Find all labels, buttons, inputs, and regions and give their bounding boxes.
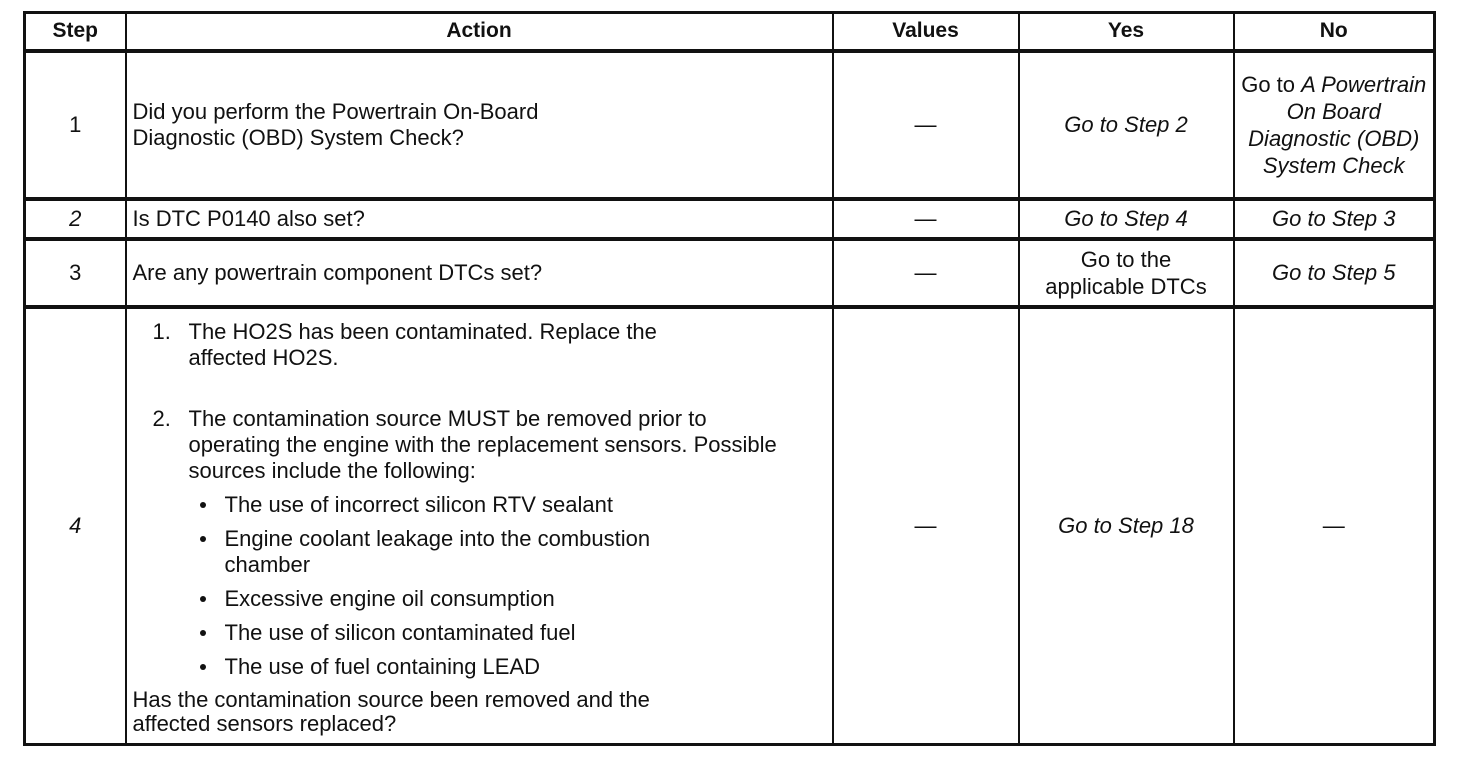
yes-cell xyxy=(1019,239,1234,307)
step-number: 2 xyxy=(25,199,126,239)
no-prefix: Go to xyxy=(1241,71,1302,97)
action-question: Did you perform the Powertrain On-Board Diagnostic (OBD) System Check? xyxy=(132,98,539,150)
list-item: Excessive engine oil consumption xyxy=(189,586,826,612)
table-row xyxy=(25,51,1435,199)
header-action: Action xyxy=(126,13,833,51)
step-number: 4 xyxy=(25,307,126,745)
list-number: 2. xyxy=(152,406,171,432)
action-step-text: The contamination source MUST be removed prior to operating the engine with the replacement sensors. Possible sources include the following: xyxy=(188,406,777,484)
yes-cell: Go to Step 4 xyxy=(1019,199,1234,239)
action-steps-list xyxy=(133,319,826,680)
no-cell: Go to Step 5 xyxy=(1234,239,1435,307)
no-link: A Powertrain On Board Diagnostic (OBD) System Check xyxy=(1248,71,1427,178)
list-item xyxy=(133,319,826,371)
values-cell xyxy=(833,51,1019,199)
no-cell: — xyxy=(1234,307,1435,745)
action-text xyxy=(126,51,833,199)
action-text xyxy=(126,307,833,745)
list-number: 1. xyxy=(152,319,171,345)
values-cell: — xyxy=(833,239,1019,307)
table-row xyxy=(25,307,1435,745)
values-cell: — xyxy=(833,307,1019,745)
header-step: Step xyxy=(25,13,126,51)
list-item: The use of incorrect silicon RTV sealant xyxy=(189,492,826,518)
no-cell xyxy=(1234,51,1435,199)
action-text: Is DTC P0140 also set? xyxy=(126,199,833,239)
list-item xyxy=(133,406,826,680)
list-item: The use of fuel containing LEAD xyxy=(189,654,826,680)
list-item: The use of silicon contaminated fuel xyxy=(189,620,826,646)
yes-text: Go to the applicable DTCs xyxy=(1045,246,1207,299)
no-cell: Go to Step 3 xyxy=(1234,199,1435,239)
action-question: Has the contamination source been removed and the affected sensors replaced? xyxy=(132,687,650,737)
header-values: Values xyxy=(833,13,1019,51)
step-number: 3 xyxy=(25,239,126,307)
header-row xyxy=(25,13,1435,51)
step-number: 1 xyxy=(25,51,126,199)
sources-list xyxy=(189,492,826,680)
table-row xyxy=(25,239,1435,307)
table-row xyxy=(25,199,1435,239)
header-no: No xyxy=(1234,13,1435,51)
header-yes: Yes xyxy=(1019,13,1234,51)
yes-cell: Go to Step 18 xyxy=(1019,307,1234,745)
yes-cell: Go to Step 2 xyxy=(1019,51,1234,199)
list-item: Engine coolant leakage into the combustion chamber xyxy=(189,526,705,578)
action-step-text: The HO2S has been contaminated. Replace the affected HO2S. xyxy=(188,319,657,371)
diagnostic-table xyxy=(23,11,1436,746)
values-cell: — xyxy=(833,199,1019,239)
action-text: Are any powertrain component DTCs set? xyxy=(126,239,833,307)
values-dash: — xyxy=(914,111,937,137)
